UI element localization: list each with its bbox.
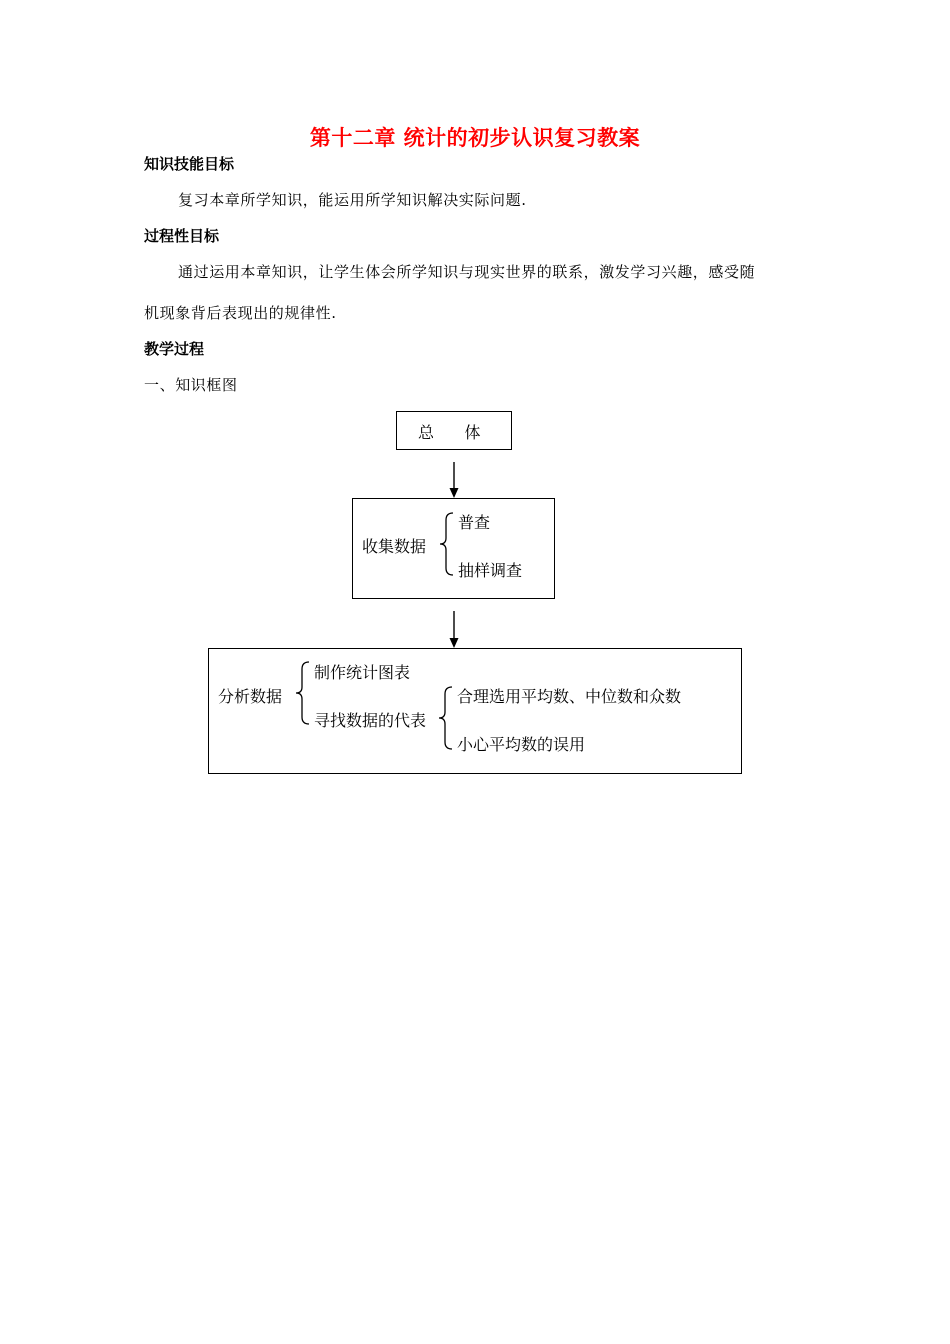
knowledge-skill-goal-text: 复习本章所学知识，能运用所学知识解决实际问题. <box>178 191 527 209</box>
process-goal-text-line1: 通过运用本章知识，让学生体会所学知识与现实世界的联系，激发学习兴趣，感受随 <box>178 263 756 281</box>
down-arrow-1 <box>450 462 459 498</box>
page-title: 第十二章 统计的初步认识复习教案 <box>309 126 641 150</box>
down-arrow-2 <box>450 611 459 648</box>
analyze-item-representative: 寻找数据的代表 <box>314 711 427 730</box>
brace-representative <box>439 687 452 749</box>
framework-label: 一、知识框图 <box>144 376 238 394</box>
collect-item-sampling: 抽样调查 <box>458 561 523 580</box>
collect-item-census: 普查 <box>458 513 491 532</box>
brace-collect <box>440 513 453 575</box>
analyze-item-charts: 制作统计图表 <box>314 663 411 682</box>
brace-analyze <box>296 662 309 724</box>
collect-data-label: 收集数据 <box>362 537 427 556</box>
knowledge-skill-goal-heading: 知识技能目标 <box>144 155 235 173</box>
sub-item-misuse-mean: 小心平均数的误用 <box>457 735 586 754</box>
process-goal-text-line2: 机现象背后表现出的规律性. <box>144 304 337 322</box>
analyze-data-label: 分析数据 <box>218 687 283 706</box>
process-goal-heading: 过程性目标 <box>144 227 220 245</box>
sub-item-choose-averages: 合理选用平均数、中位数和众数 <box>457 687 682 706</box>
population-label: 总 体 <box>418 423 481 442</box>
teaching-process-heading: 教学过程 <box>144 340 205 358</box>
